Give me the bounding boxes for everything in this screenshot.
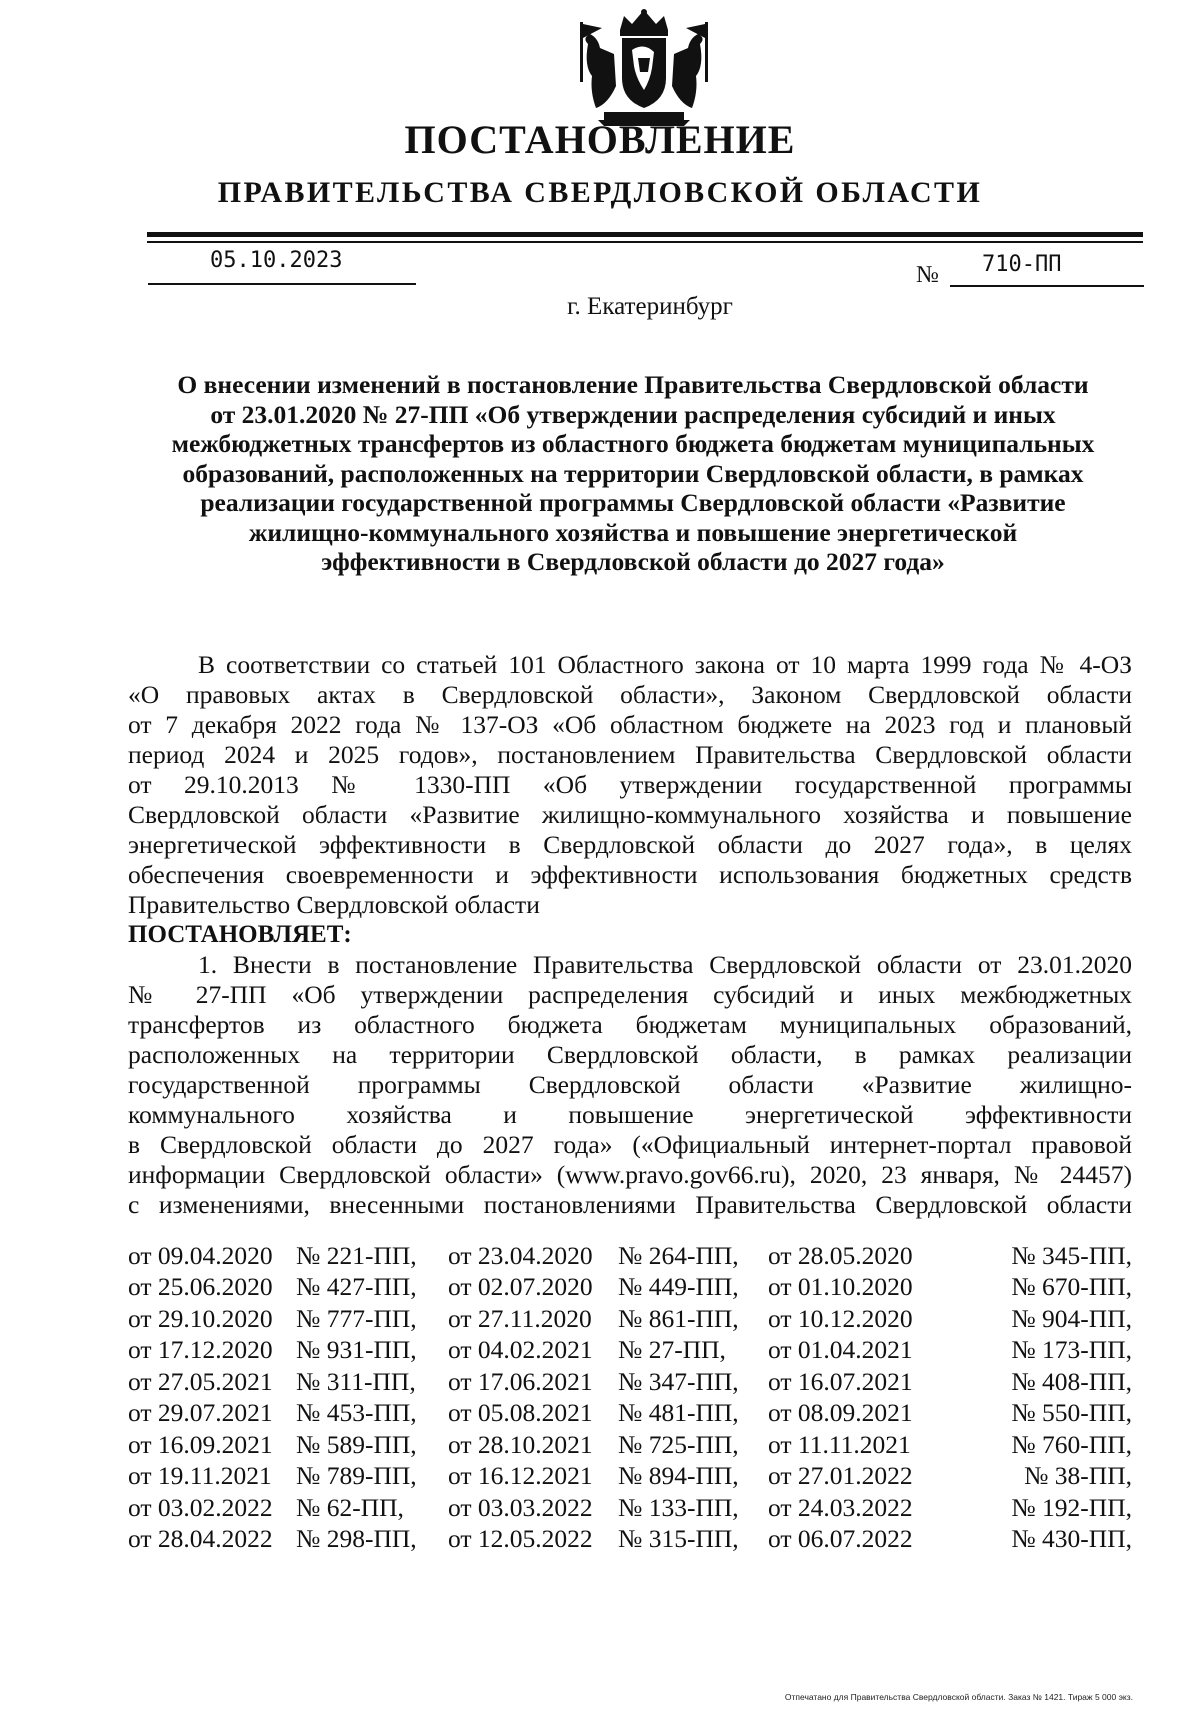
amendment-date: от 05.08.2021 [448, 1398, 593, 1428]
preamble-line: «О правовых актах в Свердловской области», Законом Свердловской области [128, 680, 1132, 709]
amendment-date: от 01.04.2021 [768, 1335, 913, 1365]
amendment-number: № 315-ПП, [618, 1524, 739, 1554]
amendment-number: № 430-ПП, [1011, 1524, 1132, 1554]
preamble-line: Свердловской области «Развитие жилищно-коммунального хозяйства и повышение [128, 800, 1132, 829]
item-line: № 27-ПП «Об утверждении распределения субсидий и иных межбюджетных [128, 980, 1132, 1009]
amendment-date: от 09.04.2020 [128, 1240, 273, 1270]
amendment-number: № 861-ПП, [618, 1303, 739, 1333]
amendment-number: № 670-ПП, [1011, 1272, 1132, 1302]
amendment-date: от 02.07.2020 [448, 1272, 593, 1302]
item-line: коммунального хозяйства и повышение энергетической эффективности [128, 1100, 1132, 1129]
heading-line: О внесении изменений в постановление Правительства Свердловской области [177, 370, 1089, 399]
amendment-row [128, 1272, 1132, 1304]
amendment-number: № 27-ПП, [618, 1335, 726, 1365]
amendment-number: № 408-ПП, [1011, 1366, 1132, 1396]
amendment-date: от 04.02.2021 [448, 1335, 593, 1365]
item-line: расположенных на территории Свердловской области, в рамках реализации [128, 1040, 1132, 1069]
amendment-date: от 23.04.2020 [448, 1240, 593, 1270]
amendment-date: от 17.06.2021 [448, 1366, 593, 1396]
number-underline [950, 285, 1144, 287]
preamble-line: от 7 декабря 2022 года № 137-ОЗ «Об областном бюджете на 2023 год и плановый [128, 710, 1132, 739]
amendment-date: от 25.06.2020 [128, 1272, 273, 1302]
amendment-date: от 16.09.2021 [128, 1429, 273, 1459]
amendment-number: № 481-ПП, [618, 1398, 739, 1428]
amendment-number: № 62-ПП, [296, 1492, 404, 1522]
amendment-number: № 760-ПП, [1011, 1429, 1132, 1459]
amendment-date: от 11.11.2021 [768, 1429, 911, 1459]
page-title: ПОСТАНОВЛЕНИЕ [404, 117, 796, 162]
item-line: информации Свердловской области» (www.pravo.gov66.ru), 2020, 23 января, № 24457) [128, 1160, 1132, 1189]
amendment-date: от 24.03.2022 [768, 1492, 913, 1522]
amendment-date: от 16.12.2021 [448, 1461, 593, 1491]
heading-line: образований, расположенных на территории Свердловской области, в рамках [182, 458, 1084, 488]
amendment-number: № 264-ПП, [618, 1240, 739, 1270]
amendment-number: № 904-ПП, [1011, 1303, 1132, 1333]
amendment-number: № 345-ПП, [1011, 1240, 1132, 1270]
amendment-row [128, 1366, 1132, 1398]
header-divider-thin [147, 241, 1143, 243]
amendment-date: от 28.05.2020 [768, 1240, 913, 1270]
heading-line: эффективности в Свердловской области до 2027 года» [321, 547, 945, 576]
amendment-number: № 550-ПП, [1011, 1398, 1132, 1428]
amendment-date: от 01.10.2020 [768, 1272, 913, 1302]
amendment-date: от 28.10.2021 [448, 1429, 593, 1459]
header-divider-thick [147, 232, 1143, 237]
amendment-number: № 894-ПП, [618, 1461, 739, 1491]
print-footer: Отпечатано для Правительства Свердловской области. Заказ № 1421. Тираж 5 000 экз. [784, 1692, 1133, 1702]
amendment-number: № 449-ПП, [618, 1272, 739, 1302]
amendment-number: № 221-ПП, [296, 1240, 417, 1270]
preamble-line: обеспечения своевременности и эффективности использования бюджетных средств [128, 860, 1132, 889]
amendment-row [128, 1335, 1132, 1367]
issue-city: г. Екатеринбург [567, 293, 733, 320]
amendment-number: № 777-ПП, [296, 1303, 417, 1333]
amendment-number: № 133-ПП, [618, 1492, 739, 1522]
amendment-date: от 17.12.2020 [128, 1335, 273, 1365]
amendment-row [128, 1240, 1132, 1272]
document-body [128, 650, 1132, 1220]
item-line: государственной программы Свердловской области «Развитие жилищно- [128, 1070, 1132, 1099]
amendment-date: от 29.07.2021 [128, 1398, 273, 1428]
amendment-number: № 725-ПП, [618, 1429, 739, 1459]
amendment-number: № 931-ПП, [296, 1335, 417, 1365]
number-label: № [916, 262, 939, 288]
amendments-table [128, 1240, 1132, 1555]
preamble-line: Правительство Свердловской области [128, 890, 540, 919]
item-line: с изменениями, внесенными постановлениями Правительства Свердловской области [128, 1190, 1132, 1219]
amendment-date: от 27.11.2020 [448, 1303, 592, 1333]
item-line: 1. Внести в постановление Правительства Свердловской области от 23.01.2020 [198, 950, 1132, 979]
amendment-date: от 16.07.2021 [768, 1366, 913, 1396]
amendment-date: от 27.05.2021 [128, 1366, 273, 1396]
heading-line: межбюджетных трансфертов из областного бюджета бюджетам муниципальных [171, 429, 1095, 458]
amendment-number: № 453-ПП, [296, 1398, 417, 1428]
amendment-row [128, 1524, 1132, 1556]
amendment-number: № 298-ПП, [296, 1524, 417, 1554]
amendment-row [128, 1398, 1132, 1430]
item-line: в Свердловской области до 2027 года» («Официальный интернет-портал правовой [128, 1130, 1132, 1159]
amendment-date: от 27.01.2022 [768, 1461, 913, 1491]
amendment-date: от 29.10.2020 [128, 1303, 273, 1333]
item-line: трансфертов из областного бюджета бюджетам муниципальных образований, [128, 1010, 1132, 1039]
preamble-line: период 2024 и 2025 годов», постановлением Правительства Свердловской области [128, 740, 1132, 769]
amendment-date: от 06.07.2022 [768, 1524, 913, 1554]
date-underline [148, 283, 416, 285]
document-number: 710-ПП [982, 252, 1062, 277]
document-heading [126, 370, 1140, 577]
heading-line: жилищно-коммунального хозяйства и повышение энергетической [248, 517, 1018, 547]
amendment-date: от 03.02.2022 [128, 1492, 273, 1522]
amendment-date: от 12.05.2022 [448, 1524, 593, 1554]
amendment-row [128, 1461, 1132, 1493]
amendment-date: от 08.09.2021 [768, 1398, 913, 1428]
document-date: 05.10.2023 [210, 248, 343, 273]
amendment-date: от 28.04.2022 [128, 1524, 273, 1554]
amendment-number: № 347-ПП, [618, 1366, 739, 1396]
amendment-number: № 38-ПП, [1024, 1461, 1132, 1491]
preamble-line: от 29.10.2013 № 1330-ПП «Об утверждении государственной программы [128, 770, 1132, 799]
amendment-row [128, 1429, 1132, 1461]
preamble-line: энергетической эффективности в Свердловской области до 2027 года», в целях [128, 830, 1132, 859]
amendment-number: № 311-ПП, [296, 1366, 416, 1396]
amendment-row [128, 1492, 1132, 1524]
coat-of-arms-icon [574, 8, 714, 128]
issuer-subtitle: ПРАВИТЕЛЬСТВА СВЕРДЛОВСКОЙ ОБЛАСТИ [217, 176, 983, 209]
amendment-number: № 789-ПП, [296, 1461, 417, 1491]
amendment-number: № 589-ПП, [296, 1429, 417, 1459]
amendment-date: от 10.12.2020 [768, 1303, 913, 1333]
amendment-row [128, 1303, 1132, 1335]
heading-line: от 23.01.2020 № 27-ПП «Об утверждении распределения субсидий и иных [210, 399, 1056, 429]
decree-word: ПОСТАНОВЛЯЕТ: [128, 921, 352, 948]
heading-line: реализации государственной программы Свердловской области «Развитие [200, 488, 1066, 517]
amendment-number: № 192-ПП, [1011, 1492, 1132, 1522]
amendment-date: от 19.11.2021 [128, 1461, 272, 1491]
preamble-line: В соответствии со статьей 101 Областного закона от 10 марта 1999 года № 4-ОЗ [198, 650, 1132, 679]
amendment-number: № 427-ПП, [296, 1272, 417, 1302]
amendment-date: от 03.03.2022 [448, 1492, 593, 1522]
amendment-number: № 173-ПП, [1011, 1335, 1132, 1365]
